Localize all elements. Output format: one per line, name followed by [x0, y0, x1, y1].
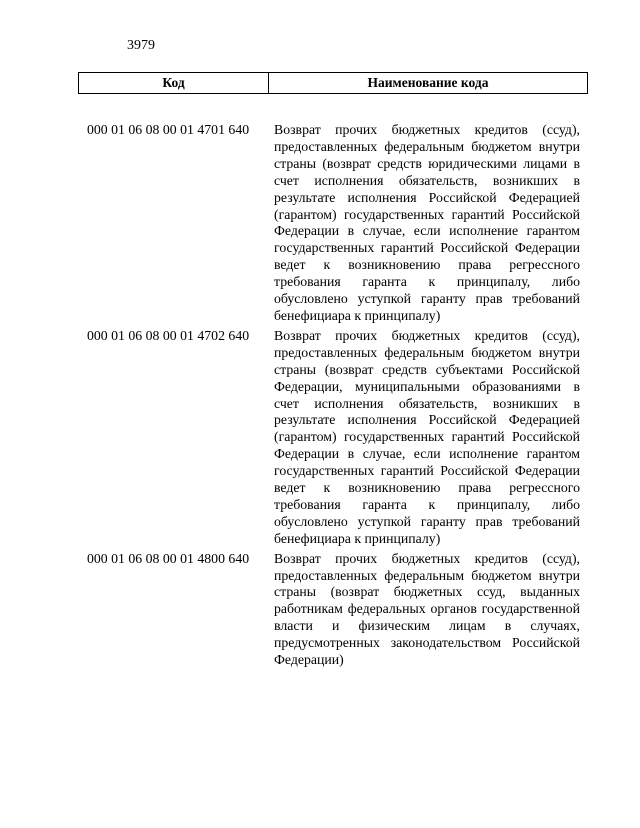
table-body	[78, 122, 588, 672]
row-name: Возврат прочих бюджетных кредитов (ссуд), предоставленных федеральным бюджетом внутри страны (возврат бюджетных ссуд, выданных работникам федеральных органов государственной власти и физическим лицам в случаях, предусмотренных законодательством Российской Федерации)	[274, 550, 580, 668]
table-header	[78, 72, 588, 94]
row-code: 000 01 06 08 00 01 4701 640	[87, 122, 250, 137]
table-row	[78, 328, 588, 548]
table-row	[78, 551, 588, 669]
row-code: 000 01 06 08 00 01 4702 640	[87, 327, 250, 343]
table-row	[78, 122, 588, 325]
row-name: Возврат прочих бюджетных кредитов (ссуд), предоставленных федеральным бюджетом внутри страны (возврат средств субъектами Российской Федерации, муниципальными образованиями в счет исполнения обязательств, возникших в результате исполнения Российской Федерацией (гарантом) государственных гарантий Российской Федерации в случае, если исполнение гарантом государственных гарантий Российской Федерации ведет к возникновению права регрессного требования гаранта к принципалу, либо обусловлено уступкой гаранту прав требований бенефициара к принципалу)	[274, 327, 580, 546]
row-code: 000 01 06 08 00 01 4800 640	[87, 550, 250, 566]
row-name: Возврат прочих бюджетных кредитов (ссуд), предоставленных федеральным бюджетом внутри страны (возврат средств юридическими лицами в счет исполнения обязательств, возникших в результате исполнения Российской Федерацией (гарантом) государственных гарантий Российской Федерации в случае, если исполнение гарантом государственных гарантий Российской Федерации ведет к возникновению права регрессного требования гаранта к принципалу, либо обусловлено уступкой гаранту прав требований бенефициара к принципалу)	[274, 122, 580, 323]
page-number: 3979	[127, 38, 155, 53]
column-header-name: Наименование кода	[367, 75, 489, 90]
column-header-code: Код	[79, 73, 269, 93]
